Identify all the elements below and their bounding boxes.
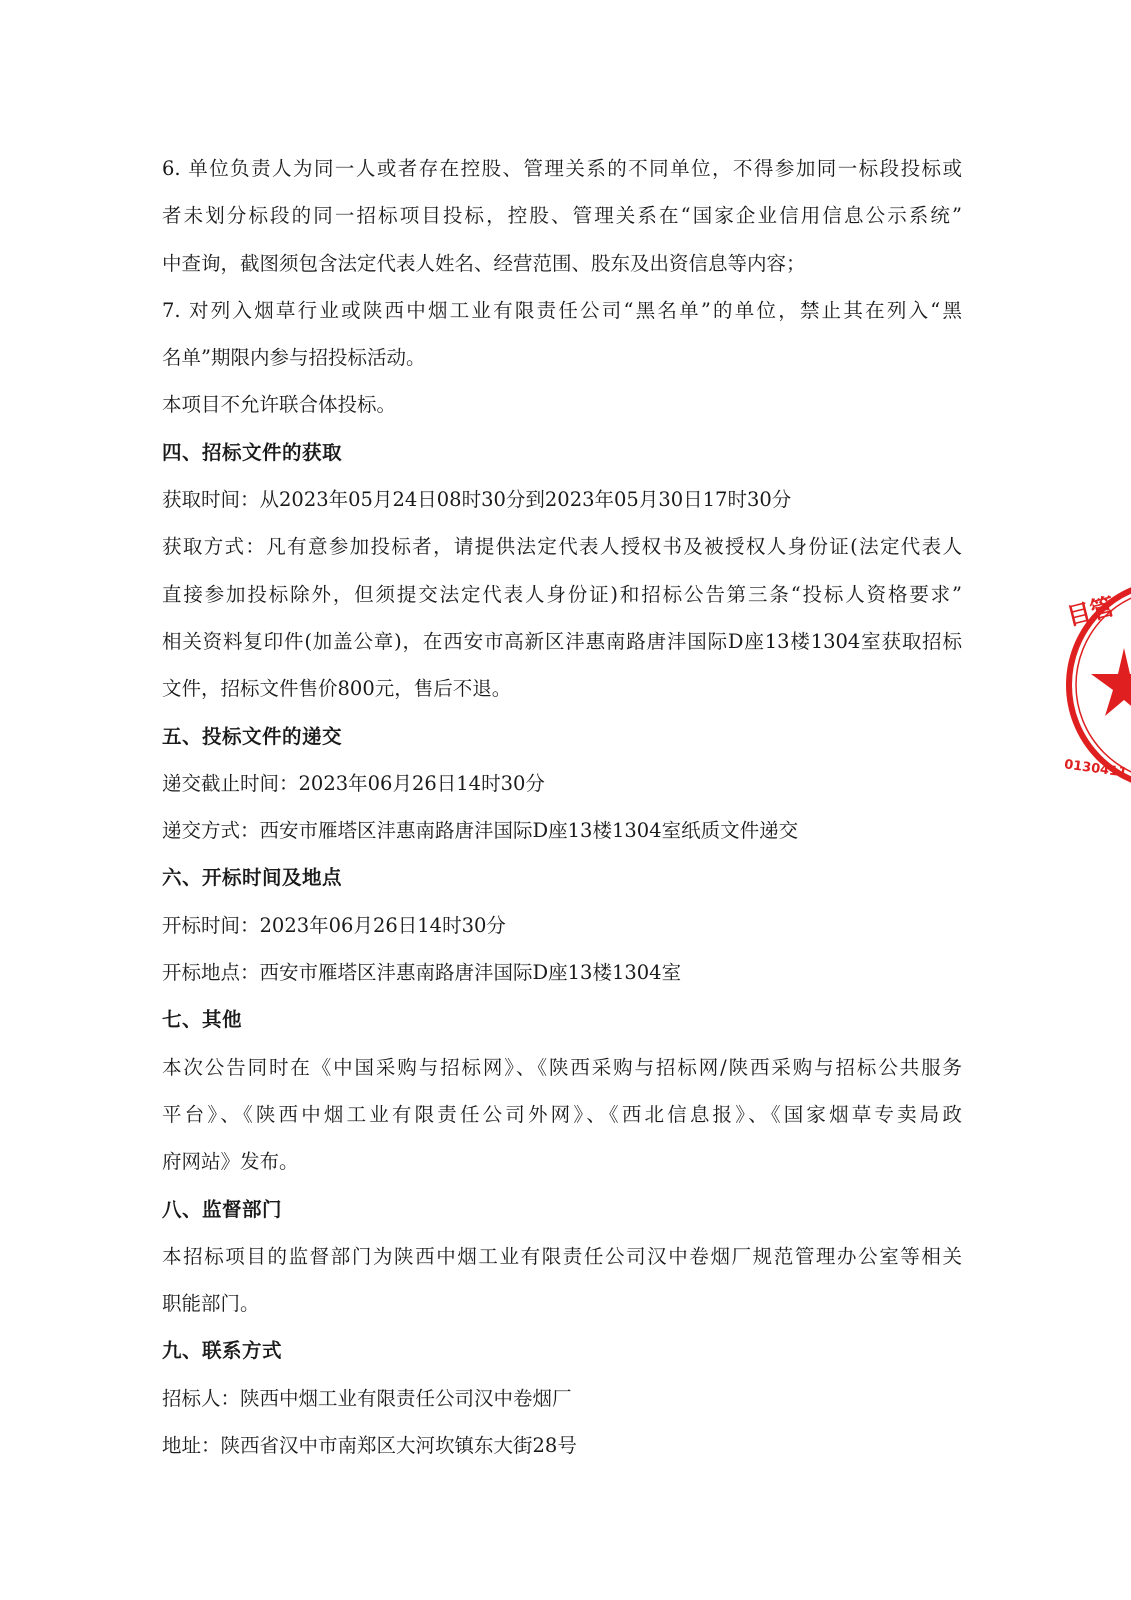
document-body <box>162 145 962 1469</box>
section-heading: 四、招标文件的获取 <box>162 440 343 464</box>
section-heading: 五、投标文件的递交 <box>162 724 343 748</box>
text-line: 本项目不允许联合体投标。 <box>162 393 397 417</box>
text-line: 平台》、《陕西中烟工业有限责任公司外网》、《西北信息报》、《国家烟草专卖局政 <box>162 1102 962 1126</box>
text-line: 文件，招标文件售价800元，售后不退。 <box>162 677 512 701</box>
text-line: 招标人：陕西中烟工业有限责任公司汉中卷烟厂 <box>162 1386 572 1410</box>
text-line: 职能部门。 <box>162 1292 260 1316</box>
section-heading: 八、监督部门 <box>162 1197 283 1221</box>
text-line: 本招标项目的监督部门为陕西中烟工业有限责任公司汉中卷烟厂规范管理办公室等相关 <box>162 1244 962 1268</box>
section-heading: 六、开标时间及地点 <box>162 866 343 890</box>
text-line: 本次公告同时在《中国采购与招标网》、《陕西采购与招标网/陕西采购与招标公共服务 <box>162 1055 962 1079</box>
text-line: 6. 单位负责人为同一人或者存在控股、管理关系的不同单位，不得参加同一标段投标或 <box>162 157 962 180</box>
red-star-seal-icon <box>1062 578 1131 793</box>
section-heading: 七、其他 <box>162 1008 243 1032</box>
svg-text:目管 <box>1064 591 1118 631</box>
text-line: 相关资料复印件(加盖公章)，在西安市高新区沣惠南路唐沣国际D座13楼1304室获取招标 <box>162 629 962 653</box>
text-line: 府网站》发布。 <box>162 1150 299 1174</box>
text-line: 开标地点：西安市雁塔区沣惠南路唐沣国际D座13楼1304室 <box>162 961 682 985</box>
seal-bottom-text: 0130411 <box>1063 757 1128 781</box>
text-line: 获取方式：凡有意参加投标者，请提供法定代表人授权书及被授权人身份证(法定代表人 <box>162 535 962 559</box>
seal-top-text: 目管 <box>1063 591 1118 632</box>
text-line: 开标时间：2023年06月26日14时30分 <box>162 913 506 937</box>
text-line: 获取时间：从2023年05月24日08时30分到2023年05月30日17时30分 <box>162 488 792 512</box>
text-line: 递交截止时间：2023年06月26日14时30分 <box>162 771 545 795</box>
text-line: 直接参加投标除外，但须提交法定代表人身份证)和招标公告第三条“投标人资格要求” <box>162 582 962 606</box>
text-line: 名单”期限内参与招投标活动。 <box>162 346 426 370</box>
text-line: 地址：陕西省汉中市南郑区大河坎镇东大街28号 <box>162 1434 577 1458</box>
text-line: 7. 对列入烟草行业或陕西中烟工业有限责任公司“黑名单”的单位，禁止其在列入“黑 <box>162 298 962 322</box>
text-line: 递交方式：西安市雁塔区沣惠南路唐沣国际D座13楼1304室纸质文件递交 <box>162 819 799 843</box>
text-line: 中查询，截图须包含法定代表人姓名、经营范围、股东及出资信息等内容； <box>162 251 806 275</box>
svg-text:0130411 <box>1063 757 1128 781</box>
official-seal <box>1062 578 1131 793</box>
section-heading: 九、联系方式 <box>162 1339 283 1363</box>
text-line: 者未划分标段的同一招标项目投标，控股、管理关系在“国家企业信用信息公示系统” <box>162 204 962 228</box>
